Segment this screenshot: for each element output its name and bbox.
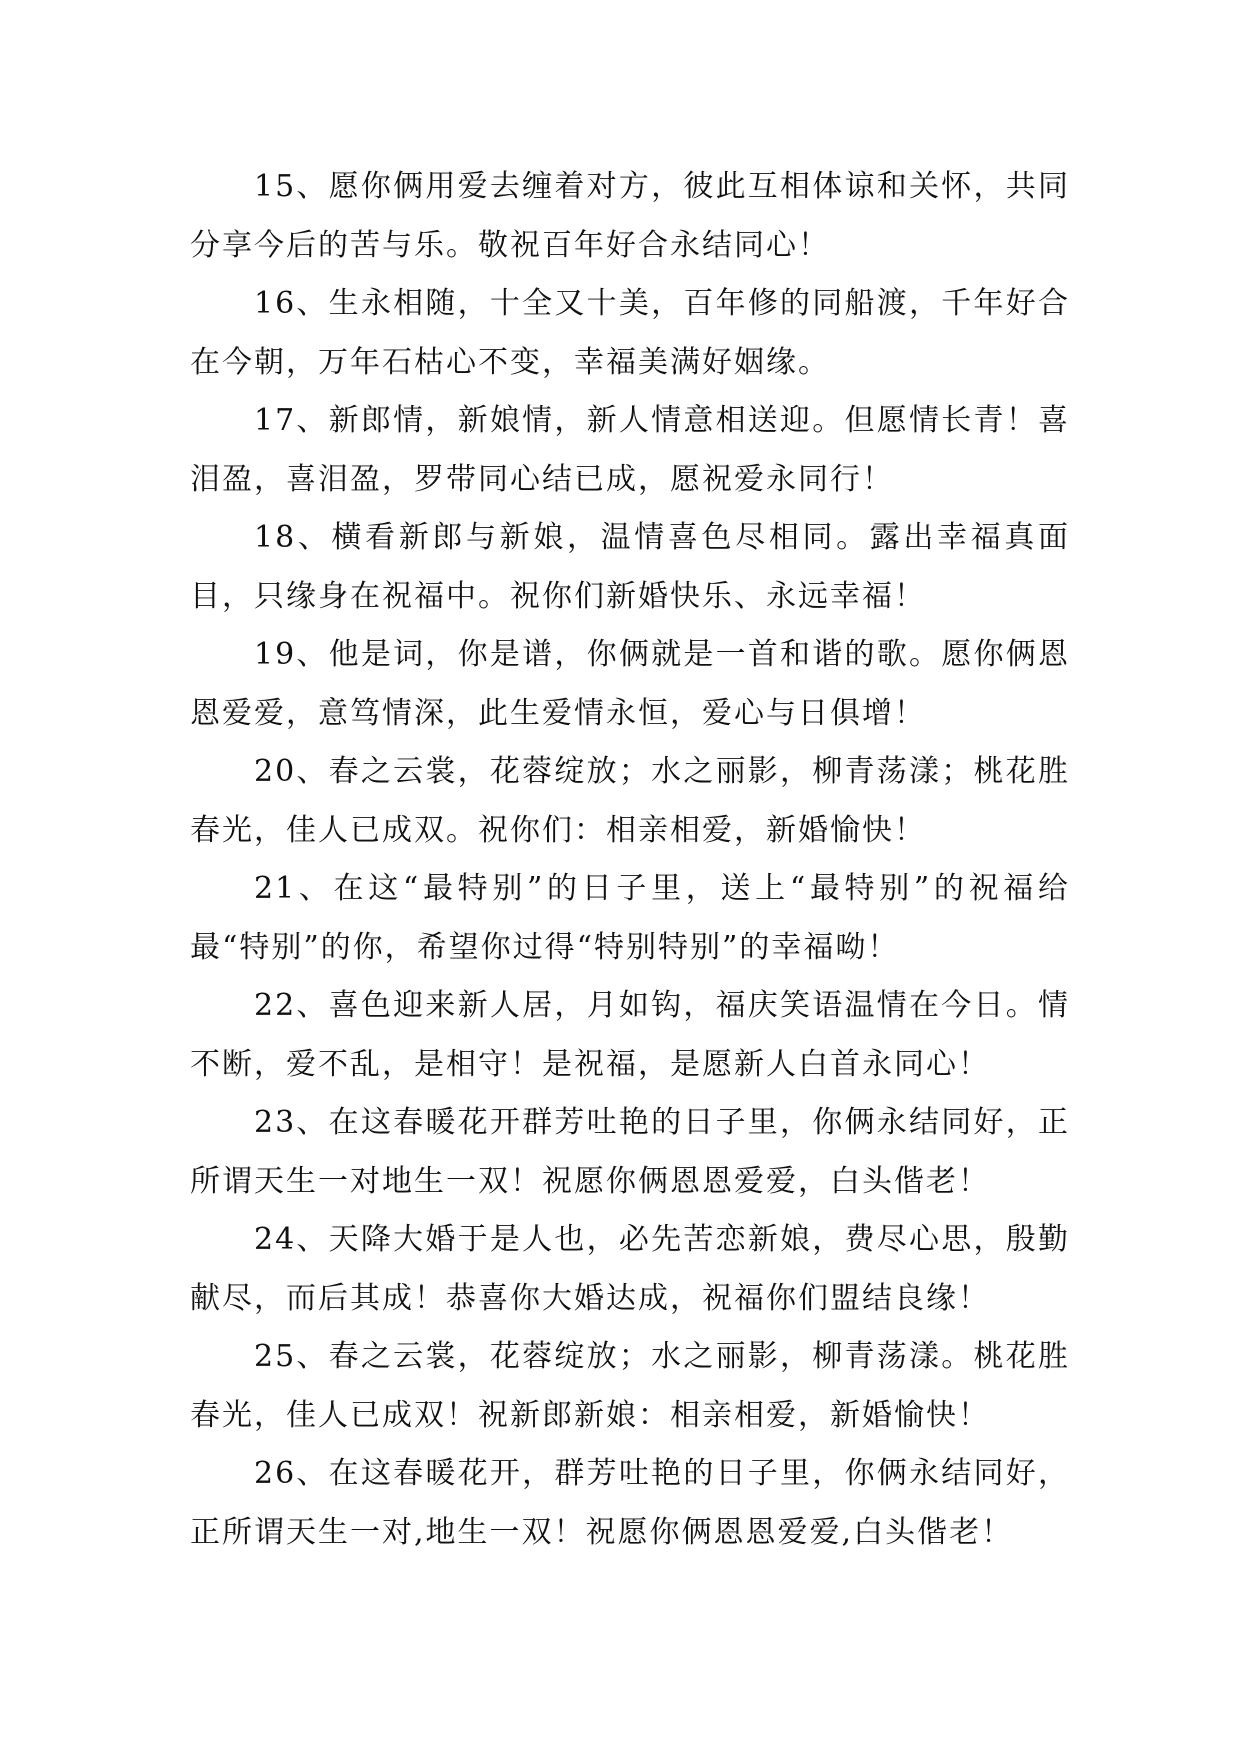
- document-body: [190, 158, 1070, 1562]
- paragraph-15: 15、愿你俩用爱去缠着对方，彼此互相体谅和关怀，共同分享今后的苦与乐。敬祝百年好合永结同心！: [190, 169, 1070, 263]
- paragraph-16: 16、生永相随，十全又十美，百年修的同船渡，千年好合在今朝，万年石枯心不变，幸福美满好姻缘。: [190, 286, 1070, 380]
- paragraph-20: 20、春之云裳，花蓉绽放；水之丽影，柳青荡漾；桃花胜春光，佳人已成双。祝你们：相亲相爱，新婚愉快！: [190, 754, 1070, 848]
- paragraph-23: 23、在这春暖花开群芳吐艳的日子里，你俩永结同好，正所谓天生一对地生一双！祝愿你俩恩恩爱爱，白头偕老！: [190, 1105, 1070, 1199]
- paragraph-25: 25、春之云裳，花蓉绽放；水之丽影，柳青荡漾。桃花胜春光，佳人已成双！祝新郎新娘：相亲相爱，新婚愉快！: [190, 1339, 1070, 1433]
- paragraph-21: 21、在这“最特别”的日子里，送上“最特别”的祝福给最“特别”的你，希望你过得“特别特别”的幸福呦！: [190, 871, 1070, 965]
- paragraph-24: 24、天降大婚于是人也，必先苦恋新娘，费尽心思，殷勤献尽，而后其成！恭喜你大婚达成，祝福你们盟结良缘！: [190, 1222, 1070, 1316]
- paragraph-22: 22、喜色迎来新人居，月如钩，福庆笑语温情在今日。情不断，爱不乱，是相守！是祝福，是愿新人白首永同心！: [190, 988, 1070, 1082]
- paragraph-26: 26、在这春暖花开，群芳吐艳的日子里，你俩永结同好，正所谓天生一对,地生一双！祝愿你俩恩恩爱爱,白头偕老！: [190, 1456, 1070, 1550]
- paragraph-18: 18、横看新郎与新娘，温情喜色尽相同。露出幸福真面目，只缘身在祝福中。祝你们新婚快乐、永远幸福！: [190, 520, 1070, 614]
- paragraph-19: 19、他是词，你是谱，你俩就是一首和谐的歌。愿你俩恩恩爱爱，意笃情深，此生爱情永恒，爱心与日俱增！: [190, 637, 1070, 731]
- paragraph-17: 17、新郎情，新娘情，新人情意相送迎。但愿情长青！喜泪盈，喜泪盈，罗带同心结已成，愿祝爱永同行！: [190, 403, 1070, 497]
